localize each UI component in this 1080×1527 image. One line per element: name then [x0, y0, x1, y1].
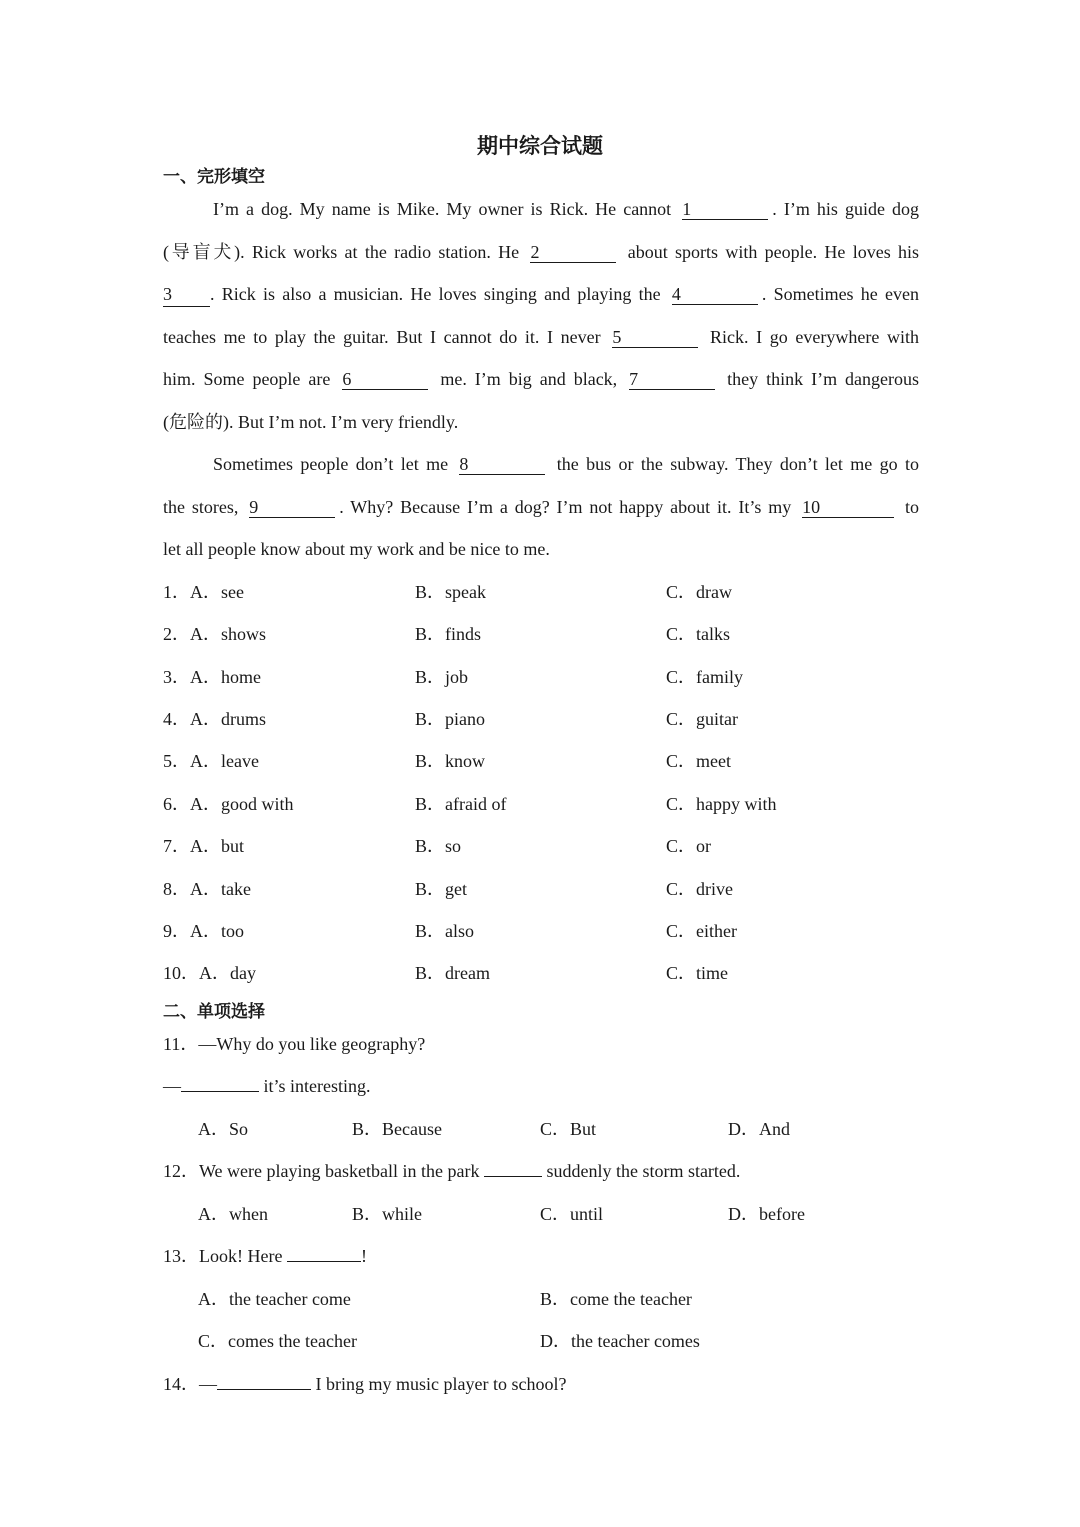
cloze-option-b: B．dream — [415, 963, 490, 983]
cloze-option-c: C．talks — [666, 624, 731, 644]
passage-text: Rick. I go everywhere with — [709, 327, 920, 347]
stem-text: I bring my music player to school? — [311, 1374, 567, 1394]
cloze-option-row: 1．A．see — [163, 582, 244, 602]
q13-option-c: C．comes the teacher — [198, 1331, 357, 1351]
q11-option-b: B．Because — [352, 1119, 442, 1139]
passage-line-6 — [163, 410, 919, 434]
section-heading-cloze: 一、完形填空 — [163, 167, 265, 187]
blank-10: 10 — [802, 497, 894, 518]
blank-4: 4 — [672, 284, 758, 305]
question-14-stem — [163, 1372, 566, 1396]
passage-line-1 — [163, 197, 919, 221]
passage-text: . Why? Because I’m a dog? I’m not happy about it. It’s my — [339, 497, 792, 517]
passage-line-9 — [163, 537, 919, 561]
cloze-option-b: B．speak — [415, 582, 486, 602]
passage-line-8 — [163, 495, 919, 519]
question-11-reply — [163, 1074, 371, 1098]
cloze-option-row: 3．A．home — [163, 667, 261, 687]
blank-3: 3 — [163, 282, 210, 307]
q12-option-b: B．while — [352, 1204, 422, 1224]
cloze-option-b: B．get — [415, 879, 467, 899]
q12-option-a: A．when — [198, 1204, 268, 1224]
q13-option-a: A．the teacher come — [198, 1289, 351, 1309]
cloze-option-b: B．afraid of — [415, 794, 507, 814]
cloze-option-row: 5．A．leave — [163, 751, 259, 771]
cloze-option-c: C．guitar — [666, 709, 738, 729]
answer-blank — [181, 1091, 259, 1092]
q12-option-c: C．until — [540, 1204, 604, 1224]
cloze-option-c: C．either — [666, 921, 737, 941]
passage-text: let all people know about my work and be nice to me. — [163, 539, 550, 559]
page-title: 期中综合试题 — [477, 133, 603, 158]
cloze-option-row: 10．A．day — [163, 963, 256, 983]
stem-text: 12．We were playing basketball in the park — [163, 1161, 484, 1181]
passage-text: . Sometimes he even — [761, 284, 920, 304]
passage-line-7 — [163, 452, 919, 476]
cloze-option-b: B．finds — [415, 624, 482, 644]
cloze-option-c: C．family — [666, 667, 743, 687]
q12-option-d: D．before — [728, 1204, 805, 1224]
answer-blank — [287, 1261, 361, 1262]
stem-text: ! — [360, 1246, 367, 1266]
cloze-option-b: B．also — [415, 921, 475, 941]
passage-line-4 — [163, 325, 919, 349]
cloze-option-c: C．draw — [666, 582, 732, 602]
passage-text: the stores, — [163, 497, 239, 517]
reply-dash: — — [163, 1076, 181, 1096]
passage-text: they think I’m dangerous — [727, 369, 920, 389]
stem-text: 13．Look! Here — [163, 1246, 287, 1266]
passage-text: . I’m his guide dog — [772, 199, 920, 219]
q13-option-b: B．come the teacher — [540, 1289, 692, 1309]
passage-line-2 — [163, 240, 919, 264]
q13-option-d: D．the teacher comes — [540, 1331, 700, 1351]
section-heading-single-choice: 二、单项选择 — [163, 1002, 265, 1022]
cloze-option-c: C．drive — [666, 879, 733, 899]
cloze-option-row: 8．A．take — [163, 879, 251, 899]
blank-8: 8 — [459, 454, 545, 475]
cloze-option-c: C．time — [666, 963, 728, 983]
cloze-option-b: B．piano — [415, 709, 485, 729]
cloze-option-c: C．or — [666, 836, 711, 856]
cloze-option-row: 4．A．drums — [163, 709, 266, 729]
cloze-option-row: 2．A．shows — [163, 624, 267, 644]
question-12-stem — [163, 1159, 740, 1183]
blank-9: 9 — [249, 497, 335, 518]
cloze-option-c: C．happy with — [666, 794, 777, 814]
q11-option-d: D．And — [728, 1119, 790, 1139]
answer-blank — [217, 1389, 311, 1390]
cloze-option-row: 7．A．but — [163, 836, 244, 856]
cloze-option-b: B．job — [415, 667, 469, 687]
answer-blank — [484, 1176, 542, 1177]
passage-text: to — [905, 497, 920, 517]
cloze-option-row: 9．A．too — [163, 921, 244, 941]
blank-1: 1 — [682, 199, 768, 220]
passage-text: teaches me to play the guitar. But I cannot do it. I never — [163, 327, 601, 347]
reply-text: it’s interesting. — [259, 1076, 371, 1096]
passage-text: him. Some people are — [163, 369, 331, 389]
q11-option-a: A．So — [198, 1119, 249, 1139]
stem-text: 14．— — [163, 1374, 217, 1394]
passage-text: (导盲犬). Rick works at the radio station. He — [163, 242, 520, 262]
cloze-option-b: B．know — [415, 751, 486, 771]
passage-text: the bus or the subway. They don’t let me go to — [556, 454, 919, 474]
passage-text: I’m a dog. My name is Mike. My owner is Rick. He cannot — [213, 199, 672, 219]
blank-2: 2 — [530, 242, 616, 263]
passage-text: about sports with people. He loves his — [627, 242, 919, 262]
passage-text: . Rick is also a musician. He loves singing and playing the — [210, 284, 661, 304]
passage-line-3 — [163, 282, 919, 307]
stem-text: suddenly the storm started. — [541, 1161, 741, 1181]
passage-text: Sometimes people don’t let me — [213, 454, 449, 474]
blank-7: 7 — [629, 369, 715, 390]
passage-text: me. I’m big and black, — [440, 369, 618, 389]
cloze-option-c: C．meet — [666, 751, 731, 771]
passage-line-5 — [163, 367, 919, 391]
passage-text: (危险的). But I’m not. I’m very friendly. — [163, 412, 459, 432]
cloze-option-row: 6．A．good with — [163, 794, 294, 814]
cloze-option-b: B．so — [415, 836, 462, 856]
blank-5: 5 — [612, 327, 698, 348]
question-11-stem: 11．—Why do you like geography? — [163, 1034, 426, 1054]
q11-option-c: C．But — [540, 1119, 597, 1139]
question-13-stem — [163, 1244, 367, 1268]
blank-6: 6 — [342, 369, 428, 390]
